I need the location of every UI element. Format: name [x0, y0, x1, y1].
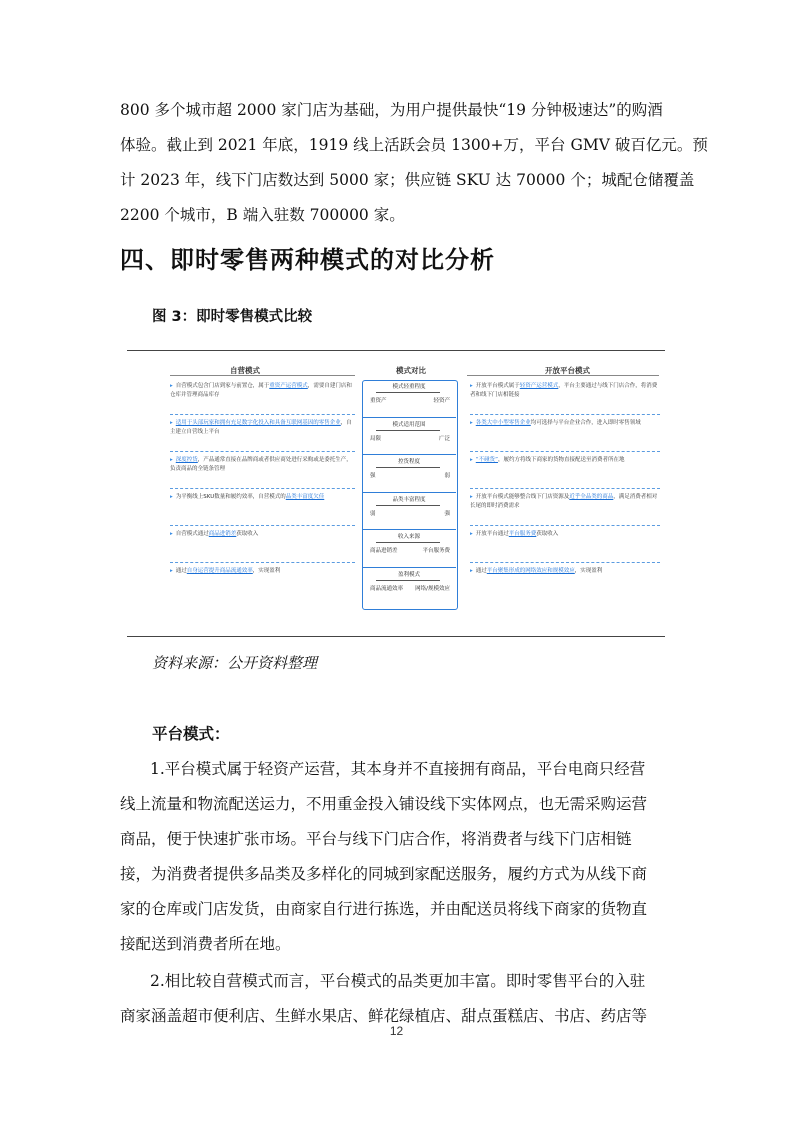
comparison-figure — [170, 360, 670, 615]
right-item-divider — [470, 562, 660, 563]
right-bullet-item — [470, 567, 660, 576]
left-item-divider — [170, 451, 355, 452]
arrow-icon: ▸ — [470, 568, 473, 574]
middle-row-separator — [362, 567, 456, 568]
intro-paragraph — [120, 93, 708, 233]
item-text: 获取收入 — [236, 531, 259, 537]
arrow-icon: ▸ — [470, 383, 473, 389]
arrow-icon: ▸ — [470, 457, 473, 463]
platform-mode-heading: 平台模式： — [152, 724, 230, 743]
self-operated-value: 强 — [370, 473, 376, 479]
arrow-icon: ▸ — [470, 420, 473, 426]
platform-value: 平台服务费 — [422, 548, 450, 554]
item-text: 开放平台模式能够整合线下门店资源及 — [475, 494, 570, 500]
item-text: ，自主建立自营线上平台 — [170, 420, 352, 435]
item-text: 通过 — [475, 568, 487, 574]
item-text: 需要自建门店和仓库并管理商品库存 — [170, 383, 352, 398]
item-text: 自营模式通过 — [175, 531, 209, 537]
text-line: 1.平台模式属于轻资产运营，其本身并不直接拥有商品，平台电商只经营 — [150, 760, 646, 778]
body-paragraph-1 — [120, 752, 676, 962]
left-bullet-item — [170, 382, 355, 400]
item-text: ， — [307, 383, 314, 389]
item-text: ，产品通常直接在品牌商或者供应商处进行采购或是委托生产，负责商品的全链条管理 — [170, 457, 352, 472]
figure-top-rule — [127, 350, 665, 351]
self-operated-value: 弱 — [370, 510, 376, 517]
text-line: 商品，便于快速扩张市场。平台与线下门店合作，将消费者与线下门店相链 — [120, 830, 632, 848]
self-operated-value: 商品流通效率 — [370, 585, 404, 592]
arrow-icon: ▸ — [470, 494, 473, 500]
text-line: 接，为消费者提供多品类及多样化的同城到家配送服务，履约方式为从线下商 — [120, 865, 648, 883]
middle-row-separator — [362, 492, 456, 493]
arrow-icon: ▸ — [470, 531, 473, 537]
section-heading: 四、即时零售两种模式的对比分析 — [120, 246, 495, 274]
item-text: ，平台主要通过与线下门店合作，将消费者和线下门店相链接 — [470, 383, 658, 398]
figure-title: 图 3：即时零售模式比较 — [152, 309, 313, 325]
item-text: 均可选择与平台企业合作，进入即时零售领域 — [530, 420, 641, 426]
platform-value: 网络/规模效应 — [415, 585, 450, 592]
right-bullet-item — [470, 382, 660, 400]
right-bullet-item — [470, 530, 660, 539]
item-text: 通过 — [175, 568, 187, 574]
right-item-divider — [470, 451, 660, 452]
middle-row-separator — [362, 529, 456, 530]
middle-row-separator — [362, 454, 456, 455]
item-text: ，满足消费者相对长尾的即时消费需求 — [470, 494, 658, 509]
double-arrow-line — [376, 542, 440, 543]
double-arrow-line — [376, 467, 440, 468]
highlight-text: 商品进销差 — [208, 531, 237, 537]
arrow-icon: ▸ — [170, 494, 173, 500]
right-item-divider — [470, 414, 660, 415]
left-title-rule — [170, 375, 355, 376]
highlight-text: 近乎全品类的商品 — [569, 494, 614, 500]
platform-value: 弱 — [444, 473, 450, 479]
text-line: 线上流量和物流配送运力，不用重金投入铺设线下实体网点，也无需采购运营 — [120, 795, 648, 813]
middle-column-title: 模式对比 — [396, 366, 426, 375]
left-bullet-item — [170, 493, 355, 502]
middle-row-separator — [362, 417, 456, 418]
comparison-dimension: 控货程度 — [397, 459, 420, 465]
text-line: 2200 个城市，B 端入驻数 700000 家。 — [120, 206, 405, 224]
right-title-rule — [467, 375, 659, 376]
platform-value: 强 — [444, 510, 450, 517]
left-item-divider — [170, 562, 355, 563]
left-column-title: 自营模式 — [230, 366, 260, 375]
arrow-icon: ▸ — [170, 568, 173, 574]
text-line: 2.相比较自营模式而言，平台模式的品类更加丰富。即时零售平台的入驻 — [150, 972, 646, 990]
highlight-text: 轻资产运营模式 — [519, 383, 559, 389]
right-item-divider — [470, 488, 660, 489]
left-bullet-item — [170, 419, 355, 437]
comparison-dimension: 模式轻重程度 — [392, 384, 426, 390]
arrow-icon: ▸ — [170, 383, 173, 389]
right-item-divider — [470, 525, 660, 526]
highlight-text: 深度控货 — [175, 457, 198, 463]
highlight-text: 适用于头部玩家和拥有充足数字化投入和具备互联网基因的零售企业 — [175, 420, 341, 426]
highlight-text: 重资产运营模式 — [269, 383, 308, 389]
comparison-dimension: 模式适用范围 — [392, 421, 426, 428]
left-item-divider — [170, 414, 355, 415]
self-operated-value: 商品进销差 — [370, 548, 398, 554]
double-arrow-line — [376, 430, 440, 431]
item-text: 开放平台模式属于 — [475, 383, 520, 389]
text-line: 800 多个城市超 2000 家门店为基础，为用户提供最快“19 分钟极速达”的购酒 — [120, 101, 663, 119]
left-bullet-item — [170, 456, 355, 474]
text-line: 计 2023 年，线下门店数达到 5000 家；供应链 SKU 达 70000 个；城配仓储覆盖 — [120, 171, 695, 189]
right-column-title: 开放平台模式 — [545, 366, 590, 375]
text-line: 体验。截止到 2021 年底，1919 线上活跃会员 1300+万，平台 GMV 破百亿元。预 — [120, 136, 708, 154]
page-number: 12 — [389, 1024, 404, 1038]
left-item-divider — [170, 525, 355, 526]
item-text: ，实现盈利 — [252, 568, 281, 574]
item-text: 自营模式包含门店到家与前置仓，属于 — [175, 383, 270, 389]
item-text: 开放平台通过 — [475, 531, 509, 537]
highlight-text: 自身运营提升商品流通效率 — [186, 568, 253, 574]
item-text: 获取收入 — [536, 531, 559, 537]
highlight-text: 平台服务费 — [508, 531, 537, 537]
arrow-icon: ▸ — [170, 531, 173, 537]
right-bullet-item — [470, 493, 660, 511]
item-text: ，履约方将线下商家的货物直接配送至消费者所在地 — [497, 457, 625, 463]
right-bullet-item — [470, 456, 660, 465]
highlight-text: 品类丰富度欠佳 — [285, 494, 325, 500]
text-line: 接配送到消费者所在地。 — [120, 935, 291, 953]
left-item-divider — [170, 488, 355, 489]
text-line: 家的仓库或门店发货，由商家自行进行拣选，并由配送员将线下商家的货物直 — [120, 900, 648, 918]
text-line: 商家涵盖超市便利店、生鲜水果店、鲜花绿植店、甜点蛋糕店、书店、药店等 — [120, 1007, 648, 1025]
item-text: 为平衡线上SKU数量和履约效率，自营模式的 — [175, 494, 286, 500]
highlight-text: 各类大中小型零售企业 — [475, 420, 531, 426]
self-operated-value: 局限 — [370, 435, 382, 442]
comparison-dimension: 品类丰富程度 — [392, 496, 426, 503]
highlight-text: 平台聚集形成的网络效应和规模效应 — [486, 568, 575, 574]
right-bullet-item — [470, 419, 660, 428]
platform-value: 轻资产 — [433, 398, 450, 404]
comparison-dimension: 盈利模式 — [397, 571, 420, 578]
figure-bottom-rule — [127, 636, 665, 637]
source-note: 资料来源：公开资料整理 — [152, 654, 318, 672]
highlight-text: “不碰货” — [475, 457, 498, 463]
arrow-icon: ▸ — [170, 420, 173, 426]
double-arrow-line — [376, 505, 440, 506]
double-arrow-line — [376, 580, 440, 581]
self-operated-value: 重资产 — [370, 398, 387, 404]
arrow-icon: ▸ — [170, 457, 173, 463]
double-arrow-line — [376, 392, 440, 393]
comparison-dimension: 收入来源 — [397, 534, 420, 540]
item-text: ，实现盈利 — [574, 568, 603, 574]
left-bullet-item — [170, 567, 355, 576]
platform-value: 广泛 — [438, 435, 450, 442]
left-bullet-item — [170, 530, 355, 539]
